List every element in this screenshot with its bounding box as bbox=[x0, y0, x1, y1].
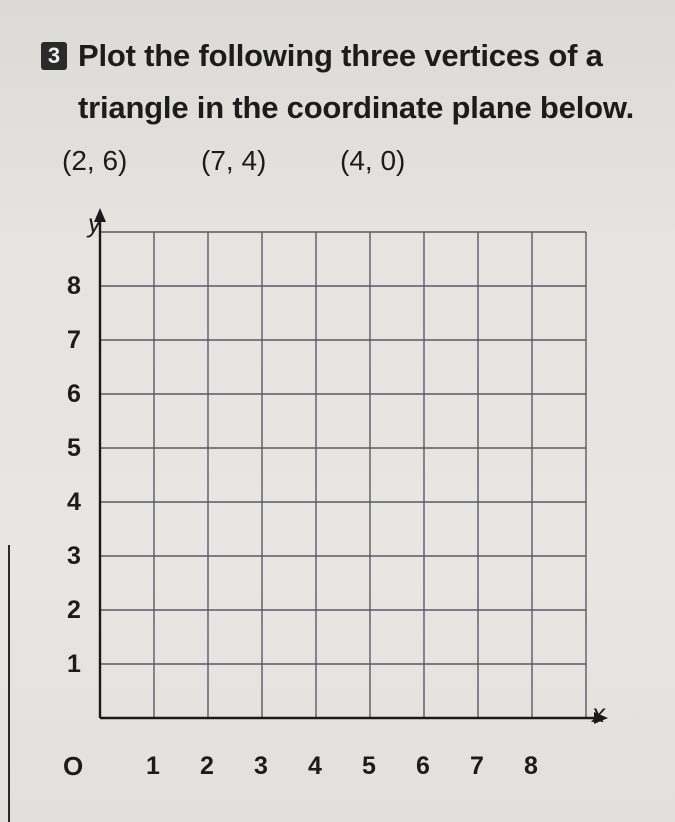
y-tick-label: 4 bbox=[67, 488, 81, 516]
margin-rule bbox=[8, 545, 10, 822]
question-prompt: Plot the following three vertices of a triangle in the coordinate plane below. bbox=[78, 38, 635, 125]
x-tick-label: 7 bbox=[470, 752, 484, 780]
y-tick-label: 8 bbox=[67, 272, 81, 300]
x-tick-label: 6 bbox=[416, 752, 430, 780]
x-tick-label: 5 bbox=[362, 752, 376, 780]
point-label-3: (4, 0) bbox=[340, 145, 406, 176]
x-tick-label: 2 bbox=[200, 752, 214, 780]
point-label-1: (2, 6) bbox=[62, 145, 128, 176]
point-label-2: (7, 4) bbox=[201, 145, 267, 176]
question-number: 3 bbox=[41, 42, 67, 70]
x-tick-label: 4 bbox=[308, 752, 322, 780]
y-tick-label: 1 bbox=[67, 650, 81, 678]
y-tick-label: 6 bbox=[67, 380, 81, 408]
origin-label: O bbox=[63, 751, 84, 781]
x-axis-label: x bbox=[592, 698, 605, 728]
y-tick-label: 2 bbox=[67, 596, 81, 624]
x-tick-label: 8 bbox=[524, 752, 538, 780]
y-tick-label: 3 bbox=[67, 542, 81, 570]
x-tick-label: 1 bbox=[146, 752, 160, 780]
y-tick-label: 5 bbox=[67, 434, 81, 462]
y-tick-label: 7 bbox=[67, 326, 81, 354]
y-axis-label: y bbox=[88, 208, 101, 238]
x-tick-label: 3 bbox=[254, 752, 268, 780]
